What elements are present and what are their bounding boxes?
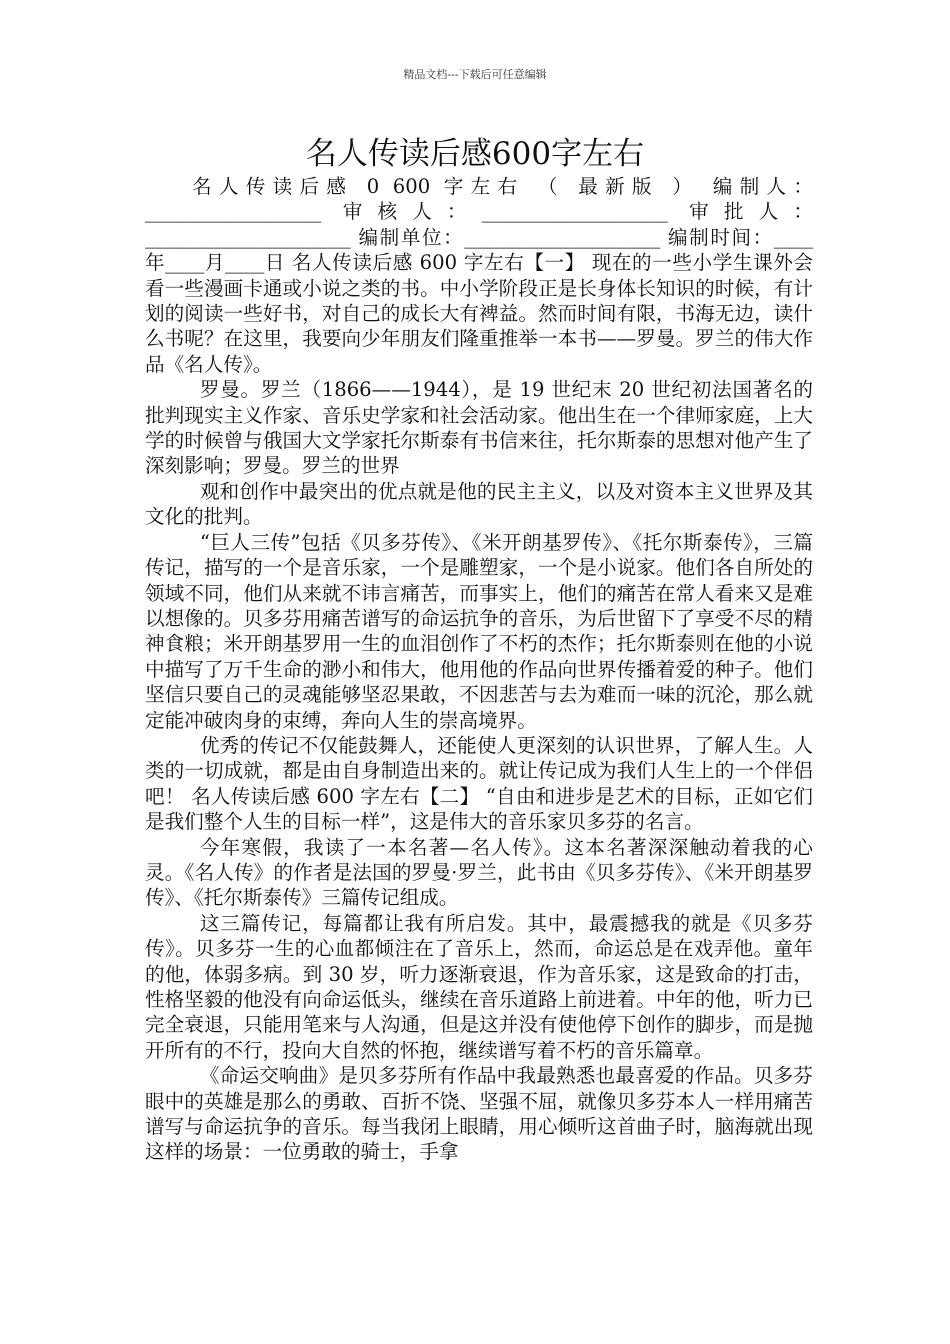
- paragraph-6: 今年寒假，我读了一本名著—名人传》。这本名著深深触动着我的心灵。《名人传》的作者是法国的罗曼·罗兰，此书由《贝多芬传》、《米开朗基罗传》、《托尔斯泰传》三篇传记组成。: [145, 835, 813, 910]
- document-body: [145, 174, 813, 1165]
- paragraph-1: 名人传读后感 0 600 字左右 （ 最新版 ） 编制人：__________________ 审核人：___________________ 审批人：_____________________ 编制单位：____________________ 编制时间：____年____月____日 名人传读后感 600 字左右【一】 现在的一些小学生课外会看一些漫画卡通或小说之类的书。中小学阶段正是长身体长知识的时候，有计划的阅读一些好书，对自己的成长大有裨益。然而时间有限，书海无边，读什么书呢？在这里，我要向少年朋友们隆重推举一本书——罗曼。罗兰的伟大作品《名人传》。: [145, 175, 813, 376]
- paragraph-4: “巨人三传”包括《贝多芬传》、《米开朗基罗传》、《托尔斯泰传》，三篇传记，描写的一个是音乐家，一个是雕塑家，一个是小说家。他们各自所处的领域不同，他们从来就不讳言痛苦，而事实上，他们的痛苦在常人看来又是难以想像的。贝多芬用痛苦谱写的命运抗争的音乐，为后世留下了享受不尽的精神食粮；米开朗基罗用一生的血泪创作了不朽的杰作；托尔斯泰则在他的小说中描写了万千生命的渺小和伟大，他用他的作品向世界传播着爱的种子。他们坚信只要自己的灵魂能够坚忍果敢，不因悲苦与去为难而一味的沉沦，那么就定能冲破肉身的束缚，奔向人生的崇高境界。: [145, 530, 813, 732]
- document-title: 名人传读后感600字左右: [305, 136, 645, 172]
- paragraph-2: 罗曼。罗兰（1866——1944），是 19 世纪末 20 世纪初法国著名的批判现实主义作家、音乐史学家和社会活动家。他出生在一个律师家庭，上大学的时候曾与俄国大文学家托尔斯泰有书信来往，托尔斯泰的思想对他产生了深刻影响；罗曼。罗兰的世界: [145, 378, 813, 478]
- paragraph-3: 观和创作中最突出的优点就是他的民主主义，以及对资本主义世界及其文化的批判。: [145, 479, 813, 529]
- paragraph-5: 优秀的传记不仅能鼓舞人，还能使人更深刻的认识世界，了解人生。人类的一切成就，都是由自身制造出来的。就让传记成为我们人生上的一个伴侣吧！ 名人传读后感 600 字左右【二】 “自由和进步是艺术的目标，正如它们是我们整个人生的目标一样”，这是伟大的音乐家贝多芬的名言。: [145, 733, 813, 834]
- page-header-note: 精品文档---下载后可任意编辑: [403, 68, 547, 81]
- paragraph-8: 《命运交响曲》是贝多芬所有作品中我最熟悉也最喜爱的作品。贝多芬眼中的英雄是那么的勇敢、百折不饶、坚强不屈，就像贝多芬本人一样用痛苦谱写与命运抗争的音乐。每当我闭上眼睛，用心倾听这首曲子时，脑海就出现这样的场景：一位勇敢的骑士，手拿: [145, 1064, 813, 1164]
- paragraph-7: 这三篇传记，每篇都让我有所启发。其中，最震撼我的就是《贝多芬传》。贝多芬一生的心血都倾注在了音乐上，然而，命运总是在戏弄他。童年的他，体弱多病。到 30 岁，听力逐渐衰退，作为音乐家，这是致命的打击，性格坚毅的他没有向命运低头，继续在音乐道路上前进着。中年的他，听力已完全衰退，只能用笔来与人沟通，但是这并没有使他停下创作的脚步，而是抛开所有的不行，投向大自然的怀抱，继续谱写着不朽的音乐篇章。: [145, 911, 813, 1062]
